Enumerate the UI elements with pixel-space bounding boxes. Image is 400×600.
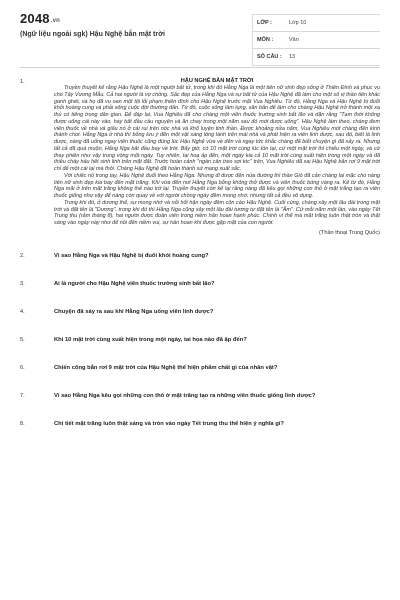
question-item[interactable] [20,364,380,371]
question-item[interactable] [20,336,380,343]
document-title: (Ngữ liệu ngoài sgk) Hậu Nghệ bắn mặt trời [20,31,166,38]
passage-item [20,78,380,236]
question-text: Chi tiết mặt trăng luôn thật sáng và tròn vào ngày Tết trung thu thể hiện ý nghĩa gì? [54,420,284,427]
question-item[interactable] [20,280,380,287]
question-number: 2. [20,252,25,259]
meta-row-question-count [252,49,380,66]
passage-paragraph: Truyền thuyết kể rằng Hậu Nghệ là một người bắt tử, trong khi đó Hằng Nga là một tiên nữ xinh đẹp sống ở Thiên Đình và phục vụ cho Tây Vương Mẫu. Cả hai người là vợ chồng. Sắc đẹp của Hằng Nga và sự bất tử của Hậu Nghệ đã làm cho một số vị thần tiên khác ganh ghét, và họ đã vu oan một tội lỗi phạm thiên đình cho Hậu Nghệ trước mặt Vua Nghiêu. Từ đó, Hằng Nga và Hậu Nghệ bị đuổi khỏi hoàng cung và phải sống cuộc đời thường dân. Từ đó, cuộc sống làm lụng, săn bắn để làm cho chàng Hậu Nghệ trở thành một xạ thủ có tiếng trong dân gian. Để đáp lại, Vua Nghiêu đã cho chàng một viên thuốc trường sinh bất lão và dặn rằng "Tạm thời không được uống cái này vào, hay bất đầu cầu nguyện và ăn chay trong một năm sau đó mới được uống". Hậu Nghệ làm theo, chàng đem viên thuốc về nhà và giấu nó ở cái rui trên nóc nhà và khổ luyện tinh thần. Được khoảng nửa năm, Vua Nghiêu mới chàng đến kinh thành chơi. Hằng Nga ở nhà thì bỗng lưu ý đến một vật sáng lóng lánh trên mái nhà và phát hiện ra viên linh dược, sau đó, biết là linh dược, nàng đã uống ngay viên thuốc cũng đúng lúc Hậu Nghệ vừa về đến và ngay tức khắc chàng đã biết chuyện gì đã xảy ra. Nhưng tất cả đã quá muộn, Hằng Nga bắt đầu bay về trời. Bấy giờ, có 10 mặt trời cùng lúc tồn tại, cứ một mặt trời thì chiếu một ngày, và cứ thay phiên như vậy trong vòng một ngày. Tuy nhiên, tại hoạ áp đến, một ngày kia cả 10 mặt trời cùng xuất hiện trong một ngày và đã thiêu cháy hầu hết sinh linh trên mặt đất. Trước hoàn cảnh "ngàn cân treo sợi tóc" trên, Vua Nghiêu đã sai Hậu Nghệ bắn rơi 9 mặt trời chỉ để một cái lại mà thôi. Chàng Hậu Nghệ đã hoàn thành sứ mạng xuất sắc. [54,85,380,172]
question-number: 3. [20,280,25,287]
passage-paragraph: Với chiếc nỏ trong tay, Hậu Nghệ đuổi theo Hằng Nga. Nhưng đi được đến nửa đường thì thần Gió đã cản chàng lại mặc cho nàng tiên nữ xinh đẹp kia bay đến mặt trăng. Khi vừa đến nơi Hằng Nga bỗng không thở được và viên thuốc bóng vàng ra. Kể từ đó, Hằng Nga mãi ở trên mặt trăng không thể nào trở lại. Truyền thuyết còn kể lại rằng nàng đã kêu gọi những con thỏ ở mặt trăng tạo ra viên thuốc giống như vậy để nàng còn quay về với người chồng ngày đêm mong nhớ, nhưng tất cả đều vô dụng. [54,172,380,199]
question-list [20,252,380,427]
question-text: Khi 10 mặt trời cùng xuất hiện trong một ngày, tai họa nào đã ập đến? [54,336,247,343]
passage-source: (Thần thoại Trung Quốc) [319,229,380,236]
question-item[interactable] [20,392,380,399]
content [20,78,380,427]
question-text: Vì sao Hằng Nga kêu gọi những con thỏ ở mặt trăng tạo ra những viên thuốc giống linh dược? [54,392,316,399]
question-number: 7. [20,392,25,399]
passage-body [54,78,380,236]
meta-value: Văn [289,37,299,43]
question-text: Ai là người cho Hậu Nghệ viên thuốc trường sinh bất lão? [54,280,215,287]
question-text: Chuyện đã xảy ra sau khi Hằng Nga uống viên linh dược? [54,308,214,315]
question-number: 8. [20,420,25,427]
brand-tld: .vn [50,18,61,24]
header [0,0,400,62]
question-number: 1. [20,79,25,85]
question-text: Chiến công bắn rơi 9 mặt trời của Hậu Nghệ thể hiện phẩm chất gì của nhân vật? [54,364,278,371]
header-divider [20,67,380,68]
meta-key: MÔN : [257,37,274,43]
question-number: 5. [20,336,25,343]
meta-key: LỚP : [257,20,272,26]
site-logo[interactable] [20,11,60,26]
meta-value: 13 [289,54,296,60]
passage-paragraph: Trong khi đó, ở dương thế, sự mong nhớ và nỗi hối hận ngày đêm côn cào Hậu Nghệ. Cuối cùng, chàng xây một lâu đài trong mặt trời và đặt tên là "Dương", trong khi đó thì Hằng Nga cũng xây một lâu đài tương tự đặt tên là "Âm". Cứ mỗi năm một lần, vào ngày Tết Trung thu (rằm tháng 8), hai người được đoàn viên trong niềm hân hoan hạnh phúc. Chính vì thế mà mặt trăng luôn thật tròn và thật sáng vào ngày này như để nói đến niềm vui, sự hân hoan khi được gặp mặt của con người. [54,199,380,226]
meta-value: Lớp 10 [289,20,307,26]
meta-row-grade [252,14,380,32]
story-title: HẬU NGHỆ BẮN MẶT TRỜI [180,78,254,84]
meta-table [252,14,380,66]
question-text: Vì sao Hằng Nga và Hậu Nghệ bị đuổi khỏi hoàng cung? [54,252,209,259]
meta-key: SỐ CÂU : [257,54,282,60]
question-item[interactable] [20,420,380,427]
question-number: 4. [20,308,25,315]
meta-row-subject [252,32,380,49]
brand-name: 2048 [20,11,50,26]
question-item[interactable] [20,308,380,315]
question-number: 6. [20,364,25,371]
question-item[interactable] [20,252,380,259]
